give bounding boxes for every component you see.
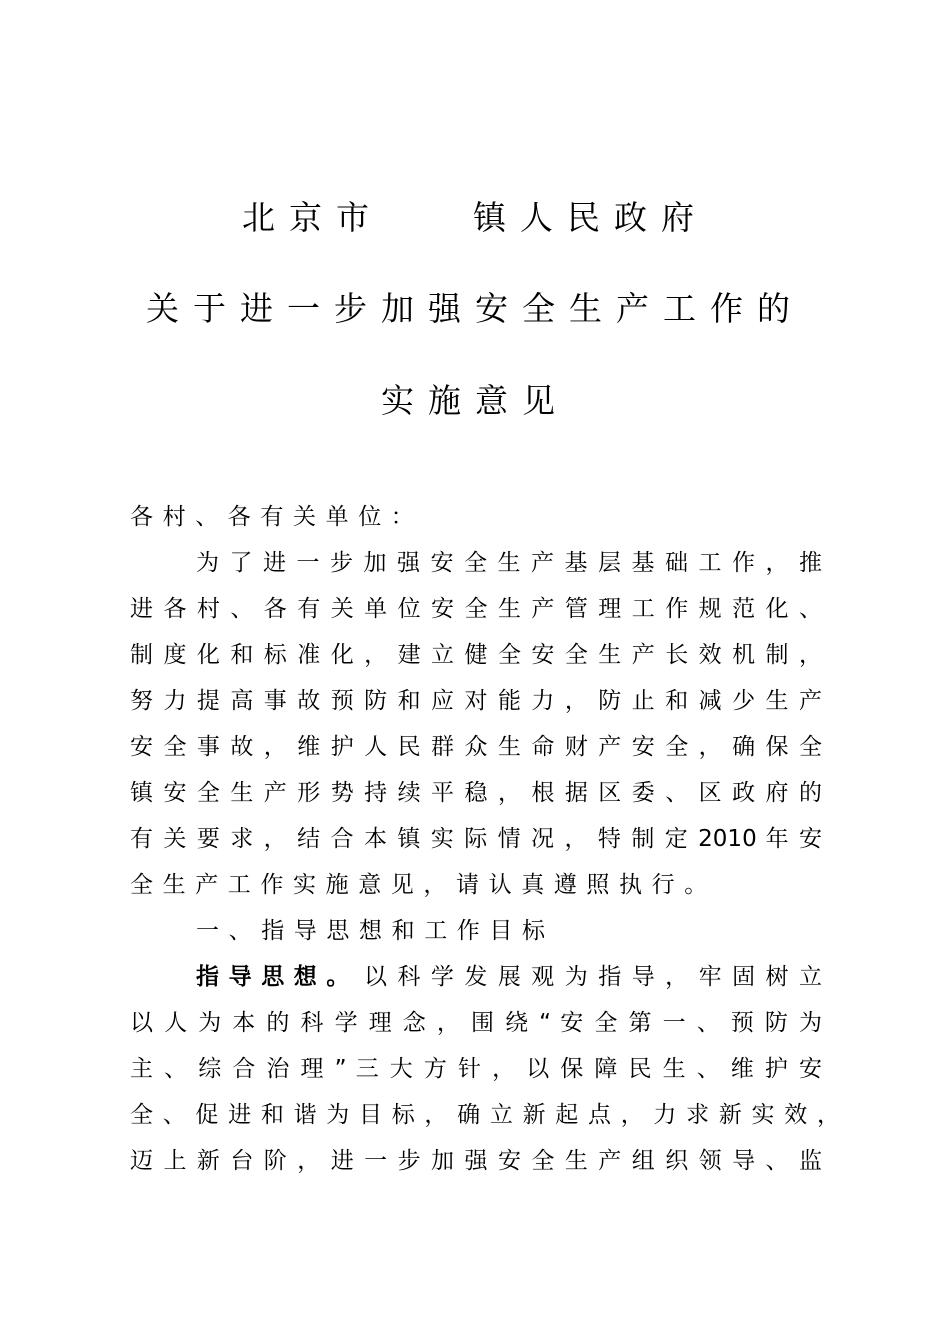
paragraph-1-line-8: 全生产工作实施意见，请认真遵照执行。 (130, 872, 717, 898)
paragraph-2-line-1: 以 科 学 发 展 观 为 指 导 ， 牢 固 树 立 (364, 964, 822, 990)
paragraph-1-line-5: 安 全 事 故 ， 维 护 人 民 群 众 生 命 财 产 安 全 ， 确 保 全 (130, 734, 822, 760)
document-title-line-2: 关于进一步加强安全生产工作的 (146, 289, 804, 328)
section-1-heading: 一、指导思想和工作目标 (196, 918, 555, 944)
paragraph-1-line-6: 镇 安 全 生 产 形 势 持 续 平 稳 ， 根 据 区 委 、 区 政 府 的 (130, 780, 822, 806)
document-title-line-3: 实施意见 (381, 381, 569, 420)
title-town-government: 镇人民政府 (473, 198, 708, 237)
paragraph-1-line-1: 为 了 进 一 步 加 强 安 全 生 产 基 层 基 础 工 作 ， 推 (196, 550, 822, 576)
document-title-line-1 (0, 198, 950, 238)
paragraph-2-line-3: 主 、 综 合 治 理 ” 三 大 方 针 ， 以 保 障 民 生 、 维 护 安 (130, 1056, 822, 1082)
paragraph-2-line-2: 以 人 为 本 的 科 学 理 念 ， 围 绕 “ 安 全 第 一 、 预 防 为 (130, 1010, 822, 1036)
guiding-thought-lead: 指导思想。 (196, 964, 359, 990)
paragraph-1-line-3: 制 度 化 和 标 准 化 ， 建 立 健 全 安 全 生 产 长 效 机 制 ， (130, 642, 822, 668)
salutation: 各村、各有关单位： (130, 504, 424, 530)
paragraph-2-line-5: 迈 上 新 台 阶 ， 进 一 步 加 强 安 全 生 产 组 织 领 导 、 监 (130, 1148, 822, 1174)
paragraph-1-line-4: 努 力 提 高 事 故 预 防 和 应 对 能 力 ， 防 止 和 减 少 生 产 (130, 688, 822, 714)
title-city: 北京市 (242, 198, 383, 237)
paragraph-1-line-7: 有 关 要 求 ， 结 合 本 镇 实 际 情 况 ， 特 制 定 2010 年 安 (130, 826, 822, 852)
paragraph-2-line-4: 全 、 促 进 和 谐 为 目 标 ， 确 立 新 起 点 ， 力 求 新 实 效 ， (130, 1102, 840, 1128)
paragraph-1-line-2: 进 各 村 、 各 有 关 单 位 安 全 生 产 管 理 工 作 规 范 化 、 (130, 596, 822, 622)
